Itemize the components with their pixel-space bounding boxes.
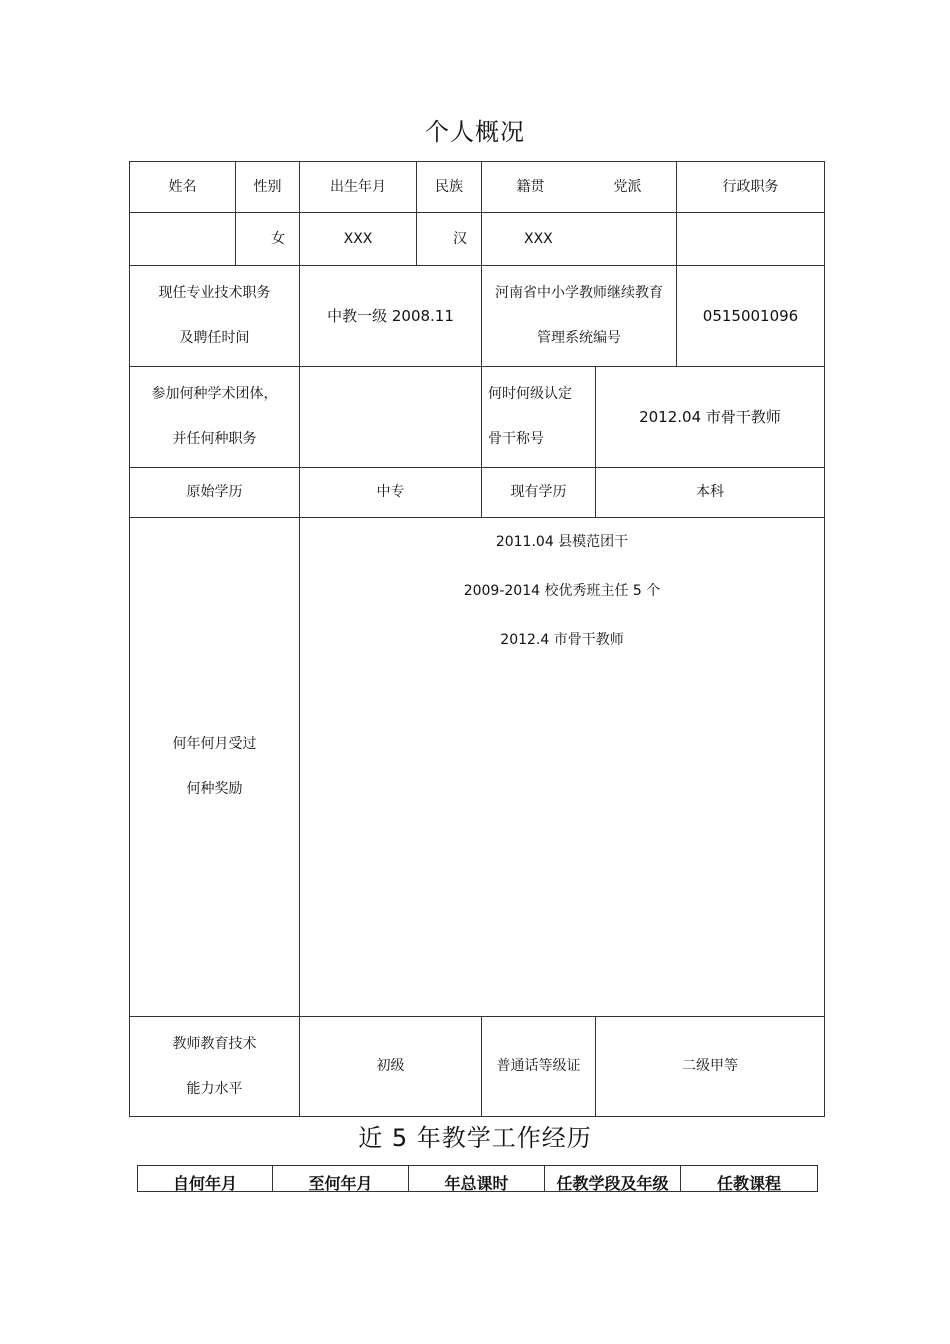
gender-value: 女 (235, 212, 300, 266)
header-courses: 任教课程 (680, 1165, 818, 1192)
system-number-label-line2: 管理系统编号 (537, 330, 621, 346)
academic-group-label-line2: 并任何种职务 (172, 431, 257, 447)
header-from-date: 自何年月 (137, 1165, 273, 1192)
header-grade-level: 任教学段及年级 (544, 1165, 681, 1192)
academic-group-label-line1: 参加何种学术团体， (151, 386, 278, 403)
title-position-label (129, 265, 300, 367)
edu-tech-label (129, 1016, 300, 1117)
system-number-value: 0515001096 (676, 265, 825, 367)
mandarin-label: 普通话等级证 (481, 1016, 596, 1117)
academic-group-value (299, 366, 482, 468)
title-position-label-line1: 现任专业技术职务 (158, 285, 271, 302)
current-education-value: 本科 (595, 467, 825, 518)
awards-list (299, 517, 825, 1017)
academic-group-label (129, 366, 300, 468)
original-education-label: 原始学历 (129, 467, 300, 518)
backbone-label-line1: 何时何级认定 (488, 386, 572, 403)
backbone-value: 2012.04 市骨干教师 (595, 366, 825, 468)
page-title: 个人概况 (425, 118, 525, 146)
system-number-label-line1: 河南省中小学教师继续教育 (495, 285, 663, 302)
backbone-label-line2: 骨干称号 (488, 431, 544, 447)
ethnicity-value: 汉 (416, 212, 482, 266)
header-to-date: 至何年月 (272, 1165, 409, 1192)
awards-label-line2: 何种奖励 (186, 781, 243, 797)
name-label: 姓名 (129, 161, 236, 213)
party-label: 党派 (613, 178, 642, 195)
edu-tech-label-line2: 能力水平 (186, 1080, 243, 1097)
edu-tech-label-line1: 教师教育技术 (172, 1035, 257, 1052)
awards-label-line1: 何年何月受过 (172, 736, 257, 753)
award-item: 2009-2014 校优秀班主任 5 个 (463, 582, 661, 599)
title-position-value: 中教一级 2008.11 (299, 265, 482, 367)
original-education-value: 中专 (299, 467, 482, 518)
gender-label: 性别 (235, 161, 300, 213)
awards-label (129, 517, 300, 1017)
native-party-cell (481, 161, 677, 213)
birth-value: XXX (299, 212, 417, 266)
admin-value (676, 212, 825, 266)
award-item: 2012.4 市骨干教师 (500, 631, 624, 648)
system-number-label (481, 265, 677, 367)
section-title: 近 5 年教学工作经历 (358, 1124, 592, 1152)
edu-tech-value: 初级 (299, 1016, 482, 1117)
admin-label: 行政职务 (676, 161, 825, 213)
birth-label: 出生年月 (299, 161, 417, 213)
mandarin-value: 二级甲等 (595, 1016, 825, 1117)
current-education-label: 现有学历 (481, 467, 596, 518)
header-annual-hours: 年总课时 (408, 1165, 545, 1192)
name-value (129, 212, 236, 266)
backbone-label (481, 366, 596, 468)
native-value: XXX (481, 212, 677, 266)
title-position-label-line2: 及聘任时间 (179, 330, 250, 346)
award-item: 2011.04 县模范团干 (495, 534, 629, 550)
ethnicity-label: 民族 (416, 161, 482, 213)
native-label: 籍贯 (516, 178, 545, 195)
